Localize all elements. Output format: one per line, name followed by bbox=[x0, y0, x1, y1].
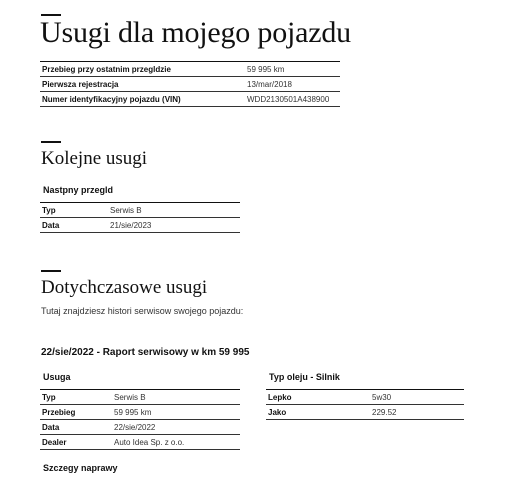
service-date-value: 22/sie/2022 bbox=[114, 422, 156, 432]
table-row bbox=[40, 218, 240, 233]
first-registration-label: Pierwsza rejestracja bbox=[42, 79, 119, 89]
oil-quality-value: 229.52 bbox=[372, 407, 397, 417]
next-inspection-table bbox=[40, 202, 240, 233]
section-divider bbox=[41, 141, 61, 143]
next-type-label: Typ bbox=[42, 205, 56, 215]
past-services-description: Tutaj znajdziesz histori serwisow swojego pojazdu: bbox=[41, 306, 244, 316]
vin-label: Numer identyfikacyjny pojazdu (VIN) bbox=[42, 94, 181, 104]
service-mileage-label: Przebieg bbox=[42, 407, 76, 417]
table-row bbox=[40, 77, 340, 92]
vehicle-info-table bbox=[40, 61, 340, 107]
page-title: Usugi dla mojego pojazdu bbox=[40, 16, 351, 49]
past-services-heading: Dotychczasowe usugi bbox=[41, 277, 208, 298]
next-services-heading: Kolejne usugi bbox=[41, 148, 148, 169]
service-type-label: Typ bbox=[42, 392, 56, 402]
vin-value: WDD2130501A438900 bbox=[247, 94, 330, 104]
oil-type-heading: Typ oleju - Silnik bbox=[269, 372, 340, 382]
oil-type-table bbox=[266, 389, 464, 420]
table-row bbox=[266, 390, 464, 405]
table-row bbox=[40, 435, 240, 450]
next-date-label: Data bbox=[42, 220, 60, 230]
table-row bbox=[40, 420, 240, 435]
service-dealer-value: Auto Idea Sp. z o.o. bbox=[114, 437, 185, 447]
service-report-heading: 22/sie/2022 - Raport serwisowy w km 59 995 bbox=[41, 347, 250, 358]
table-row bbox=[40, 62, 340, 77]
service-date-label: Data bbox=[42, 422, 60, 432]
service-heading: Usuga bbox=[43, 372, 71, 382]
next-inspection-heading: Nastpny przegld bbox=[43, 185, 114, 195]
vehicle-mileage-label: Przebieg przy ostatnim przegldzie bbox=[42, 64, 171, 74]
service-table bbox=[40, 389, 240, 450]
oil-viscosity-value: 5w30 bbox=[372, 392, 392, 402]
next-date-value: 21/sie/2023 bbox=[110, 220, 152, 230]
section-divider bbox=[41, 270, 61, 272]
next-type-value: Serwis B bbox=[110, 205, 142, 215]
table-row bbox=[266, 405, 464, 420]
vehicle-mileage-value: 59 995 km bbox=[247, 64, 285, 74]
service-dealer-label: Dealer bbox=[42, 437, 67, 447]
first-registration-value: 13/mar/2018 bbox=[247, 79, 292, 89]
oil-viscosity-label: Lepko bbox=[268, 392, 292, 402]
repair-details-heading: Szczegy naprawy bbox=[43, 463, 118, 473]
table-row bbox=[40, 390, 240, 405]
oil-quality-label: Jako bbox=[268, 407, 287, 417]
service-type-value: Serwis B bbox=[114, 392, 146, 402]
service-mileage-value: 59 995 km bbox=[114, 407, 152, 417]
table-row bbox=[40, 405, 240, 420]
table-row bbox=[40, 92, 340, 107]
table-row bbox=[40, 203, 240, 218]
